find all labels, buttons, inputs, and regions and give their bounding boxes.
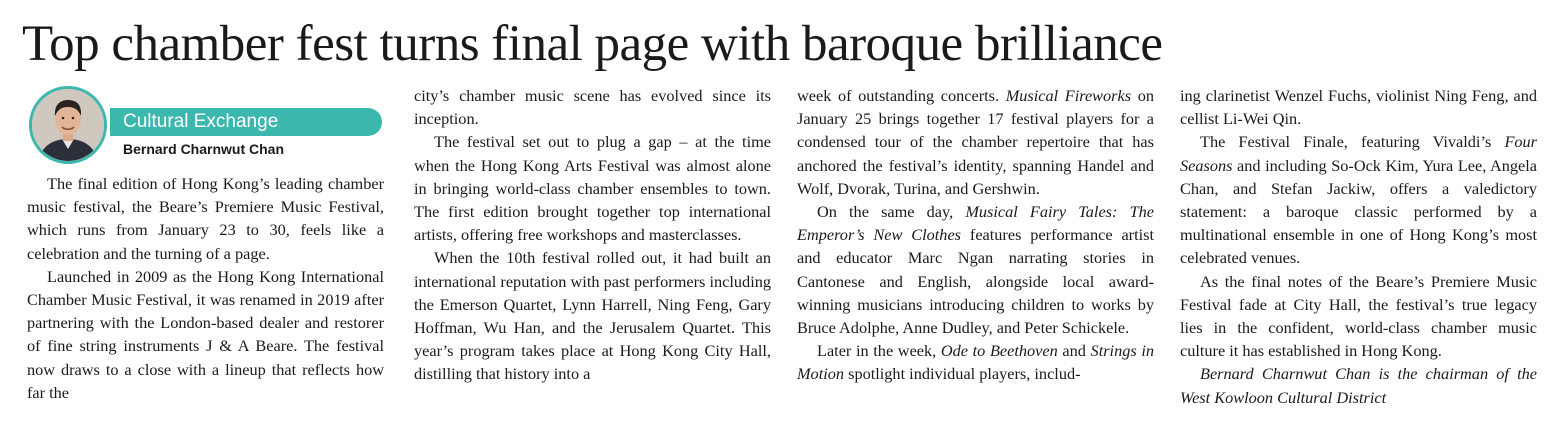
paragraph	[797, 339, 1154, 385]
paragraph	[797, 200, 1154, 339]
paragraph-text: On the same day,	[817, 202, 966, 222]
paragraph-text: Later in the week,	[817, 341, 941, 361]
article-column-3	[797, 84, 1154, 386]
paragraph-text: week of outstanding concerts.	[797, 86, 1006, 105]
paragraph: city’s chamber music scene has evolved since its inception.	[414, 86, 771, 129]
paragraph: Launched in 2009 as the Hong Kong International Chamber Music Festival, it was renamed in 2019 after partnering with the London-based dealer and restorer of fine string instruments J & A Beare. The festival now draws to a close with a lineup that reflects how far the	[27, 266, 384, 402]
paragraph	[797, 84, 1154, 200]
paragraph-text: on January 25 brings together 17 festival players for a condensed tour of the chamber repertoire that has anchored the festival’s identity, spanning Handel and Wolf, Dvorak, Turina, and Gershwin.	[797, 86, 1154, 198]
concert-title: Four Seasons	[1180, 132, 1537, 175]
paragraph-text: features performance artist and educator Marc Ngan narrating stories in Cantonese and English, alongside local award-winning musicians introducing children to works by Bruce Adolphe, Anne Dudley, and Peter Schickele.	[797, 225, 1154, 338]
paragraph: As the final notes of the Beare’s Premiere Music Festival fade at City Hall, the festival’s true legacy lies in the confident, world-class chamber music culture it has established in Hong Kong.	[1180, 271, 1537, 361]
author-credit: Bernard Charnwut Chan is the chairman of the West Kowloon Cultural District	[1180, 364, 1537, 407]
article-column-1	[27, 172, 384, 404]
portrait-icon	[32, 89, 104, 161]
paragraph-text: and including So-Ock Kim, Yura Lee, Angela Chan, and Stefan Jackiw, offers a valedictory statement: a baroque classic performed by a multinational ensemble in one of Hong Kong’s most celebrated venues.	[1180, 155, 1537, 268]
concert-title: Musical Fairy Tales: The Emperor’s New Clothes	[797, 202, 1155, 245]
paragraph: The final edition of Hong Kong’s leading chamber music festival, the Beare’s Premiere Music Festival, which runs from January 23 to 30, feels like a celebration and the turning of a page.	[27, 174, 384, 263]
paragraph-text: The Festival Finale, featuring Vivaldi’s	[1200, 132, 1505, 152]
article-column-2	[414, 84, 771, 386]
headline: Top chamber fest turns final page with baroque brilliance	[22, 16, 1163, 72]
concert-title: Strings in Motion	[797, 341, 1154, 384]
paragraph	[1180, 130, 1537, 269]
paragraph-text: spotlight individual players, includ-	[844, 364, 1081, 384]
article-column-4	[1180, 84, 1537, 409]
author-name: Bernard Charnwut Chan	[123, 141, 285, 157]
concert-title: Musical Fireworks	[1005, 86, 1132, 105]
paragraph: The festival set out to plug a gap – at the time when the Hong Kong Arts Festival was almost alone in bringing world-class chamber ensembles to town. The first edition brought together top international artists, offering free workshops and masterclasses.	[414, 132, 771, 245]
author-portrait	[29, 86, 107, 164]
column-byline	[27, 84, 384, 170]
concert-title: Ode to Beethoven	[940, 341, 1058, 361]
paragraph-text: and	[1057, 341, 1091, 361]
paragraph: ing clarinetist Wenzel Fuchs, violinist Ning Feng, and cellist Li-Wei Qin.	[1180, 86, 1537, 129]
column-name: Cultural Exchange	[123, 111, 279, 132]
paragraph: When the 10th festival rolled out, it had built an international reputation with past performers including the Emerson Quartet, Lynn Harrell, Ning Feng, Gary Hoffman, Wu Han, and the Jerusalem Quartet. This year’s program takes place at Hong Kong City Hall, distilling that history into a	[414, 248, 771, 384]
